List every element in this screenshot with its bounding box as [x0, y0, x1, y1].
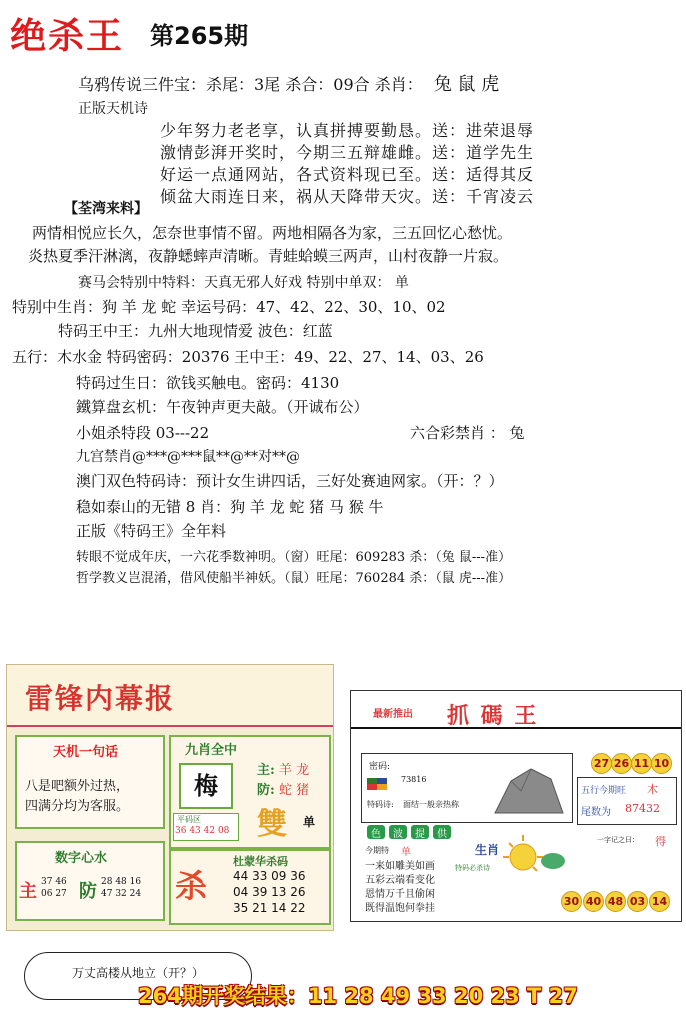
lhc-ban-line: 六合彩禁肖 ： 兔	[410, 424, 525, 442]
side-label: 特码必杀诗	[455, 864, 490, 872]
shuang-tag: 单	[303, 815, 316, 829]
ji-value: 得	[655, 835, 666, 848]
abacus-line: 鐵算盘玄机：午夜钟声更夫敲。（开诚布公）	[76, 398, 369, 416]
fang2-nums: 47 32 24	[101, 889, 142, 899]
wuxing-label: 五行今期旺	[581, 786, 627, 796]
issue-number: 第265期	[150, 22, 249, 50]
killer-row: 35 21 14 22	[233, 901, 306, 915]
tianji-title: 天机一句话	[53, 745, 119, 760]
zhu2-nums: 37 46	[41, 877, 67, 887]
jinqi-value: 单	[401, 847, 411, 858]
killer-row: 44 33 09 36	[233, 869, 306, 883]
color-tag: 色	[367, 825, 385, 839]
fang-value: 蛇 猪	[279, 783, 310, 798]
shengxiao-label: 生肖	[475, 843, 500, 857]
tail-label: 尾数为	[581, 807, 611, 818]
poem-line: 一来如雕美如画	[365, 861, 435, 872]
horse-line: 赛马会特别中特料：天真无邪人好戏 特别中单双： 单	[78, 275, 409, 291]
left-panel-title: 雷锋内幕报	[25, 682, 176, 715]
birthday-line: 特码过生日：欲钱买触电。密码：4130	[76, 374, 340, 392]
jinqi-label: 今期特	[365, 846, 389, 855]
tema-value: 面结一般亲热称	[403, 800, 459, 809]
right-panel-tag: 最新推出	[373, 709, 413, 720]
tianji-text: 八是吧额外过热，	[25, 779, 130, 794]
poem-line: 既得温饱何拳挂	[365, 903, 435, 914]
shuang-char: 雙	[257, 807, 287, 842]
crow-zodiac: 兔 鼠 虎	[433, 74, 500, 95]
color-tag: 波	[389, 825, 407, 839]
zhi-title: 数字心水	[55, 851, 108, 866]
ji-label: 一字记之曰：	[597, 836, 639, 844]
fang2-nums: 28 48 16	[101, 877, 142, 887]
tianji-text: 四满分均为客服。	[25, 799, 130, 814]
jiugong-line: 九宫禁肖@***@***鼠**@**对**@	[76, 449, 300, 465]
poem-line: 好运一点通网站，各式资料现已至。送：适得其反	[160, 165, 535, 184]
poem-title: 正版天机诗	[78, 101, 148, 117]
number-ball: 26	[611, 753, 632, 774]
zhu2-nums: 06 27	[41, 889, 67, 899]
color-tag: 提	[411, 825, 429, 839]
logo-icon	[367, 775, 387, 787]
poem-line: 恩情万千且偷闲	[365, 889, 435, 900]
poem-b-line: 哲学教义岂混淆，借风使船半神妖。（鼠）旺尾：760284 杀：（鼠 虎---准）	[76, 571, 512, 586]
wuxing-value: 木	[647, 783, 658, 796]
kuang-title: 九肖全中	[185, 743, 238, 758]
number-ball: 10	[651, 753, 672, 774]
right-panel-title: 抓 碼 王	[447, 703, 539, 729]
full-year-line: 正版《特码王》全年料	[76, 522, 227, 540]
poem-line: 五彩云端看变化	[365, 875, 435, 886]
color-tag: 供	[433, 825, 451, 839]
number-ball: 27	[591, 753, 612, 774]
poem-a-line: 转眼不觉成年庆，一六花季数神明。（窗）旺尾：609283 杀：（兔 鼠---准）	[76, 550, 512, 565]
killer-title: 杜蒙华杀码	[233, 855, 288, 868]
number-ball: 40	[583, 891, 604, 912]
quanwan-title: 【荃湾来料】	[64, 201, 148, 217]
poem-line: 激情彭湃开奖时，今期三五辩雄雌。送：道学先生	[160, 143, 535, 162]
poem-line: 少年努力老老享，认真拼搏要勤恳。送：进荣退辱	[160, 121, 535, 140]
poem-line: 倾盆大雨连日来，祸从天降带天灾。送：千宵凌云	[160, 187, 535, 206]
mima-value: 73816	[401, 775, 427, 784]
quanwan-line: 两情相悦应长久，怎奈世事情不留。两地相隔各为家，三五回忆心愁忧。	[32, 224, 513, 242]
page-title: 绝杀王	[10, 16, 125, 57]
pingte-nums: 36 43 42 08	[175, 826, 230, 836]
quanwan-line: 炎热夏季汗淋漓，夜静蟋蟀声清晰。青蛙蛤蟆三两声，山村夜静一片寂。	[28, 247, 509, 265]
macau-line: 澳门双色特码诗：预计女生讲四话，三好处赛迪网家。（开：？）	[76, 472, 504, 490]
pingte-label: 平码区	[177, 815, 201, 824]
killer-row: 04 39 13 26	[233, 885, 306, 899]
zhu2-label: 主	[19, 881, 37, 902]
zhu-value: 羊 龙	[279, 763, 310, 778]
rock-image	[491, 761, 567, 819]
fang-label: 防:	[257, 783, 275, 798]
sun-icon	[501, 831, 571, 881]
miss-line: 小姐杀特段 03---22	[76, 424, 210, 442]
tema-label: 特码诗:	[367, 800, 394, 809]
number-ball: 03	[627, 891, 648, 912]
sha-char: 杀	[175, 867, 208, 905]
plum-box: 梅	[179, 763, 233, 809]
number-ball: 14	[649, 891, 670, 912]
crow-text: 乌鸦传说三件宝：杀尾：3尾 杀合：09合 杀肖：	[78, 75, 423, 94]
draw-result: 264期开奖结果：11 28 49 33 20 23 T 27	[138, 984, 578, 1008]
zhu-label: 主:	[257, 763, 275, 778]
right-panel	[350, 690, 682, 922]
cloud-text: 万丈高楼从地立（开？）	[72, 966, 205, 980]
crow-line	[78, 70, 499, 96]
special-zodiac-line: 特别中生肖：狗 羊 龙 蛇 幸运号码：47、42、22、30、10、02	[12, 298, 446, 316]
wuxing-line: 五行：木水金 特码密码：20376 王中王：49、22、27、14、03、26	[12, 348, 484, 366]
number-ball: 30	[561, 891, 582, 912]
mima-label: 密码:	[369, 762, 391, 772]
taishan-line: 稳如泰山的无错 8 肖：狗 羊 龙 蛇 猪 马 猴 牛	[76, 498, 384, 516]
fang2-label: 防	[79, 881, 97, 902]
tm-king-line: 特码王中王：九州大地现情爱 波色：红蓝	[58, 322, 333, 340]
tail-value: 87432	[625, 802, 660, 815]
number-ball: 11	[631, 753, 652, 774]
left-panel	[6, 664, 334, 931]
number-ball: 48	[605, 891, 626, 912]
